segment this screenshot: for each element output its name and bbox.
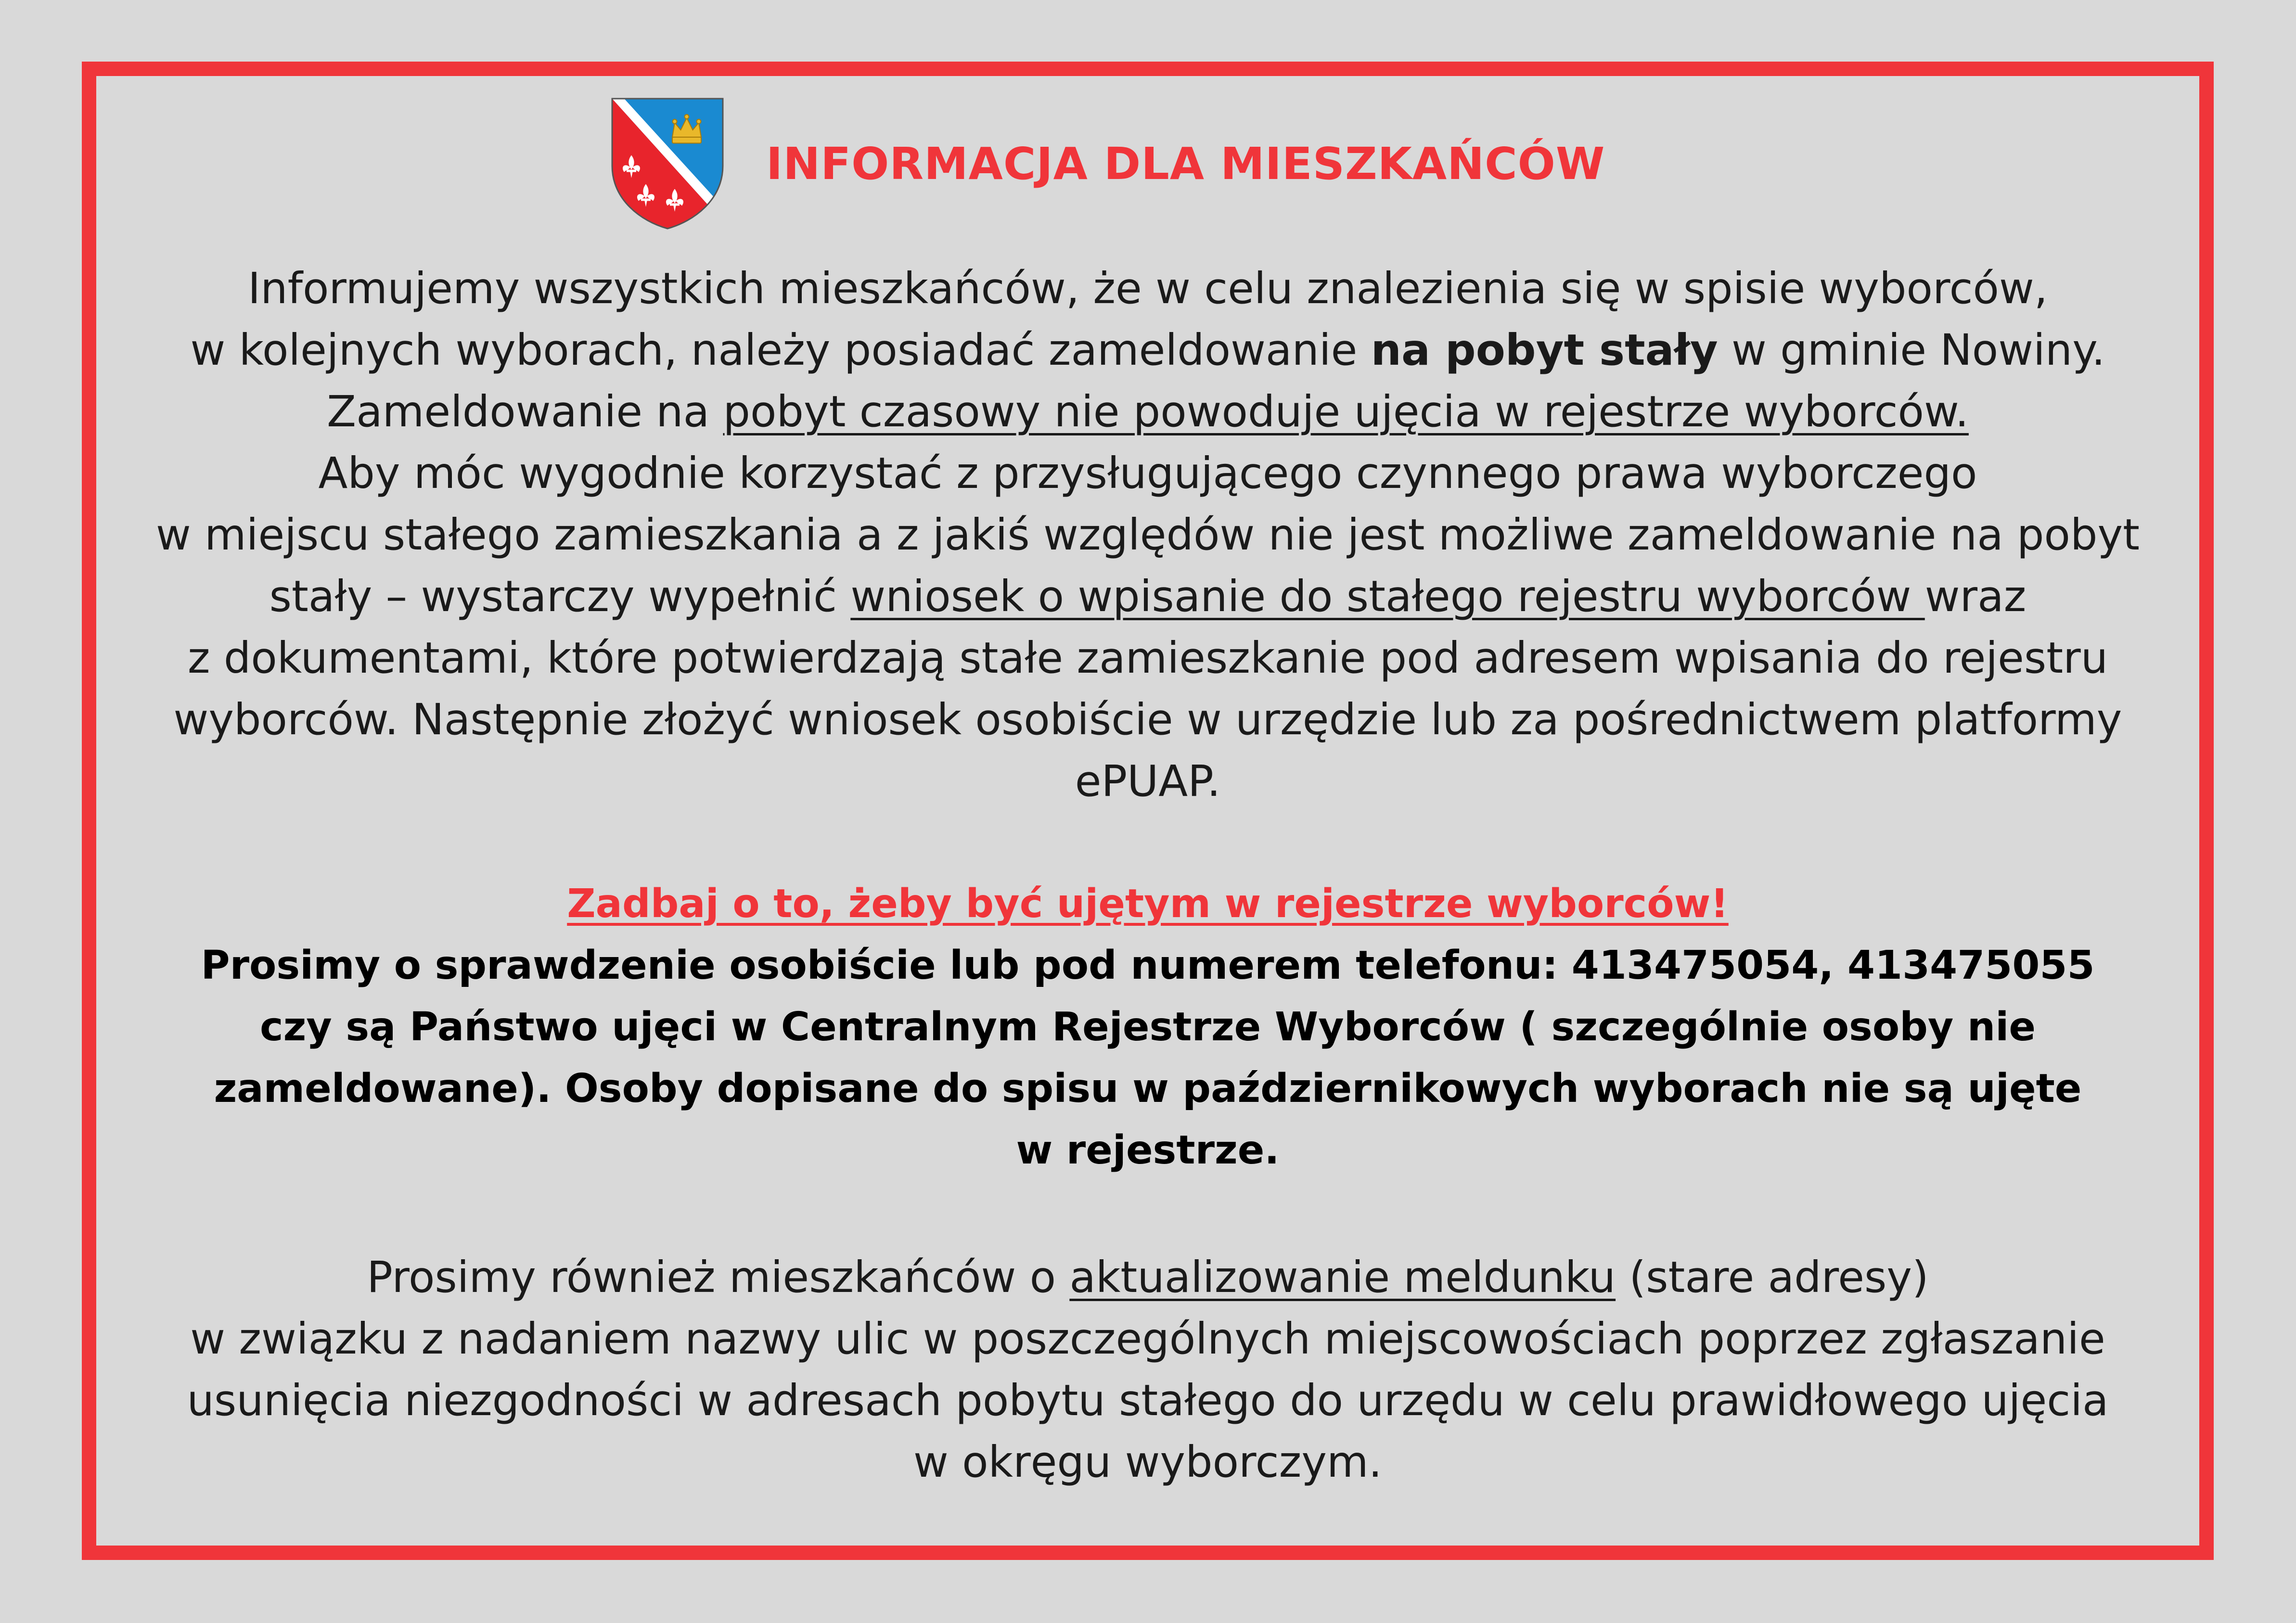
text-line: czy są Państwo ujęci w Centralnym Rejestrze Wyborców ( szczególnie osoby nie [260, 1004, 2036, 1050]
text-line [115, 1246, 2180, 1308]
info-paragraph [115, 257, 2180, 812]
text-fragment: w gminie Nowiny. [1718, 325, 2105, 375]
text-fragment: w kolejnych wyborach, należy posiadać zameldowanie [190, 325, 1371, 375]
application-form-link-text: wniosek o wpisanie do stałego rejestru wyborców [850, 571, 1925, 621]
underlined-text: pobyt czasowy nie powoduje ujęcia w rejestrze wyborców. [723, 386, 1969, 436]
text-line: z dokumentami, które potwierdzają stałe zamieszkanie pod adresem wpisania do rejestru [187, 633, 2108, 683]
text-fragment: wraz [1924, 571, 2027, 621]
text-line: ePUAP. [1075, 756, 1221, 806]
text-line [115, 381, 2180, 442]
text-line: w związku z nadaniem nazwy ulic w poszczególnych miejscowościach poprzez zgłaszanie [190, 1314, 2105, 1364]
text-line: w miejscu stałego zamieszkania a z jakiś względów nie jest możliwe zameldowanie na pobyt [155, 510, 2140, 560]
text-line [115, 319, 2180, 381]
text-line: w okręgu wyborczym. [913, 1437, 1382, 1487]
address-update-paragraph [115, 1246, 2180, 1493]
text-line: zameldowane). Osoby dopisane do spisu w październikowych wyborach nie są ujęte [214, 1066, 2082, 1112]
text-line: Informujemy wszystkich mieszkańców, że w celu znalezienia się w spisie wyborców, [247, 263, 2048, 313]
text-line: wyborców. Następnie złożyć wniosek osobiście w urzędzie lub za pośrednictwem platformy [173, 694, 2122, 744]
underlined-text: aktualizowanie meldunku [1069, 1252, 1616, 1302]
bold-text: na pobyt stały [1371, 325, 1718, 375]
text-line: Prosimy o sprawdzenie osobiście lub pod numerem telefonu: 413475054, 413475055 [201, 943, 2095, 988]
text-fragment: Prosimy również mieszkańców o [367, 1252, 1070, 1302]
text-line [115, 565, 2180, 627]
text-fragment: (stare adresy) [1616, 1252, 1929, 1302]
text-fragment: Zameldowanie na [327, 386, 723, 436]
notice-header [607, 96, 1605, 231]
text-line: w rejestrze. [1016, 1127, 1280, 1173]
warning-headline: Zadbaj o to, żeby być ujętym w rejestrze wyborców! [567, 881, 1729, 927]
text-line: usunięcia niezgodności w adresach pobytu stałego do urzędu w celu prawidłowego ujęcia [187, 1375, 2109, 1425]
coat-of-arms-icon [607, 96, 728, 231]
warning-paragraph [115, 873, 2180, 1181]
page-title: INFORMACJA DLA MIESZKAŃCÓW [766, 138, 1605, 190]
text-line: Aby móc wygodnie korzystać z przysługującego czynnego prawa wyborczego [318, 448, 1977, 498]
text-fragment: stały – wystarczy wypełnić [269, 571, 851, 621]
